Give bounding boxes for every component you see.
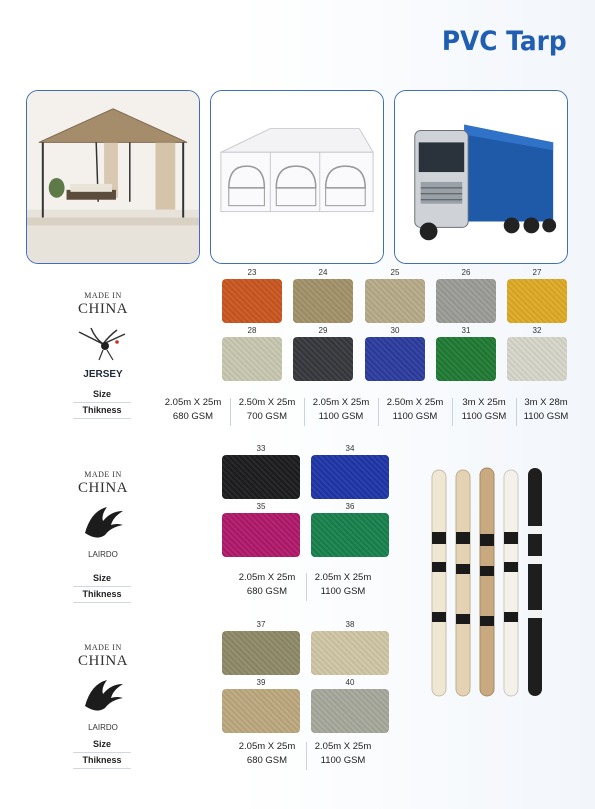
- divider: [230, 398, 231, 426]
- brand-block-jersey: [62, 291, 144, 380]
- color-swatch[interactable]: [222, 689, 300, 733]
- spec-gsm: 1100 GSM: [320, 755, 366, 766]
- swatch-number: 26: [461, 268, 471, 277]
- swatch-number: 27: [532, 268, 542, 277]
- brand-block-lairdo: [62, 470, 144, 559]
- phoenix-logo-icon: [73, 503, 133, 543]
- color-swatch[interactable]: [507, 279, 567, 323]
- swatch-number: 30: [390, 326, 400, 335]
- color-swatch[interactable]: [365, 337, 425, 381]
- divider: [304, 398, 305, 426]
- spec-cell: [227, 740, 307, 768]
- tarp-rolls-photo: [418, 462, 563, 702]
- color-swatch[interactable]: [222, 513, 300, 557]
- color-swatch[interactable]: [311, 631, 389, 675]
- spec-gsm: 1100 GSM: [461, 411, 507, 422]
- country-label: CHINA: [78, 480, 128, 496]
- color-swatch[interactable]: [222, 455, 300, 499]
- swatch-number: 32: [532, 326, 542, 335]
- brand-name: LAIRDO: [88, 550, 118, 559]
- spec-size: 2.05m X 25m: [164, 397, 222, 408]
- color-swatch[interactable]: [311, 513, 389, 557]
- swatch-number: 36: [345, 502, 355, 511]
- spec-cell: [375, 396, 455, 424]
- thickness-label: Thikness: [82, 755, 122, 765]
- phoenix-logo-icon: [73, 676, 133, 716]
- brand-name: LAIRDO: [88, 723, 118, 732]
- brand-block-lairdo-2: [62, 643, 144, 732]
- spec-gsm: 680 GSM: [172, 411, 214, 422]
- spec-size: 2.50m X 25m: [238, 397, 296, 408]
- color-swatch[interactable]: [293, 279, 353, 323]
- swatch-number: 38: [345, 620, 355, 629]
- swatch-number: 37: [256, 620, 266, 629]
- party-tent-photo: [210, 90, 384, 264]
- size-label: Size: [92, 389, 111, 399]
- brand-name: JERSEY: [83, 369, 123, 380]
- spec-size: 2.05m X 25m: [312, 397, 370, 408]
- swatch-number: 24: [318, 268, 328, 277]
- color-swatch[interactable]: [311, 689, 389, 733]
- made-in-label: MADE IN: [84, 643, 122, 652]
- spec-labels: [73, 737, 131, 769]
- color-swatch[interactable]: [436, 279, 496, 323]
- divider: [452, 398, 453, 426]
- color-swatch[interactable]: [436, 337, 496, 381]
- made-in-label: MADE IN: [84, 291, 122, 300]
- spec-gsm: 1100 GSM: [392, 411, 438, 422]
- thickness-label: Thikness: [82, 589, 122, 599]
- country-label: CHINA: [78, 301, 128, 317]
- thickness-label: Thikness: [82, 405, 122, 415]
- color-swatch[interactable]: [293, 337, 353, 381]
- spec-size: 2.50m X 25m: [386, 397, 444, 408]
- color-swatch[interactable]: [222, 631, 300, 675]
- made-in-label: MADE IN: [84, 470, 122, 479]
- swatch-number: 34: [345, 444, 355, 453]
- swatch-number: 31: [461, 326, 471, 335]
- gazebo-photo: [26, 90, 200, 264]
- divider: [306, 573, 307, 601]
- size-label: Size: [92, 573, 111, 583]
- divider: [306, 742, 307, 770]
- divider: [516, 398, 517, 426]
- country-label: CHINA: [78, 653, 128, 669]
- swatch-number: 35: [256, 502, 266, 511]
- swatch-number: 40: [345, 678, 355, 687]
- spec-labels: [73, 387, 131, 419]
- spec-cell: [227, 396, 307, 424]
- truck-photo: [394, 90, 568, 264]
- spec-size: 3m X 28m: [524, 397, 568, 408]
- color-swatch[interactable]: [222, 337, 282, 381]
- spec-gsm: 680 GSM: [246, 755, 288, 766]
- spec-size: 2.05m X 25m: [238, 741, 296, 752]
- spec-cell: [303, 740, 383, 768]
- spec-gsm: 680 GSM: [246, 586, 288, 597]
- swatch-number: 29: [318, 326, 328, 335]
- swatch-number: 33: [256, 444, 266, 453]
- spec-gsm: 1100 GSM: [523, 411, 569, 422]
- spec-cell: [301, 396, 381, 424]
- spec-size: 2.05m X 25m: [314, 572, 372, 583]
- spec-size: 3m X 25m: [462, 397, 506, 408]
- spec-gsm: 1100 GSM: [318, 411, 364, 422]
- spec-cell: [506, 396, 586, 424]
- spec-cell: [153, 396, 233, 424]
- color-swatch[interactable]: [222, 279, 282, 323]
- swatch-number: 28: [247, 326, 257, 335]
- bird-logo-icon: [73, 322, 133, 362]
- color-swatch[interactable]: [311, 455, 389, 499]
- spec-cell: [303, 571, 383, 599]
- size-label: Size: [92, 739, 111, 749]
- divider: [378, 398, 379, 426]
- swatch-number: 25: [390, 268, 400, 277]
- color-swatch[interactable]: [365, 279, 425, 323]
- spec-gsm: 1100 GSM: [320, 586, 366, 597]
- spec-size: 2.05m X 25m: [238, 572, 296, 583]
- spec-labels: [73, 571, 131, 603]
- page-title: PVC Tarp: [442, 26, 567, 57]
- swatch-number: 39: [256, 678, 266, 687]
- swatch-number: 23: [247, 268, 257, 277]
- spec-size: 2.05m X 25m: [314, 741, 372, 752]
- spec-gsm: 700 GSM: [246, 411, 288, 422]
- color-swatch[interactable]: [507, 337, 567, 381]
- spec-cell: [227, 571, 307, 599]
